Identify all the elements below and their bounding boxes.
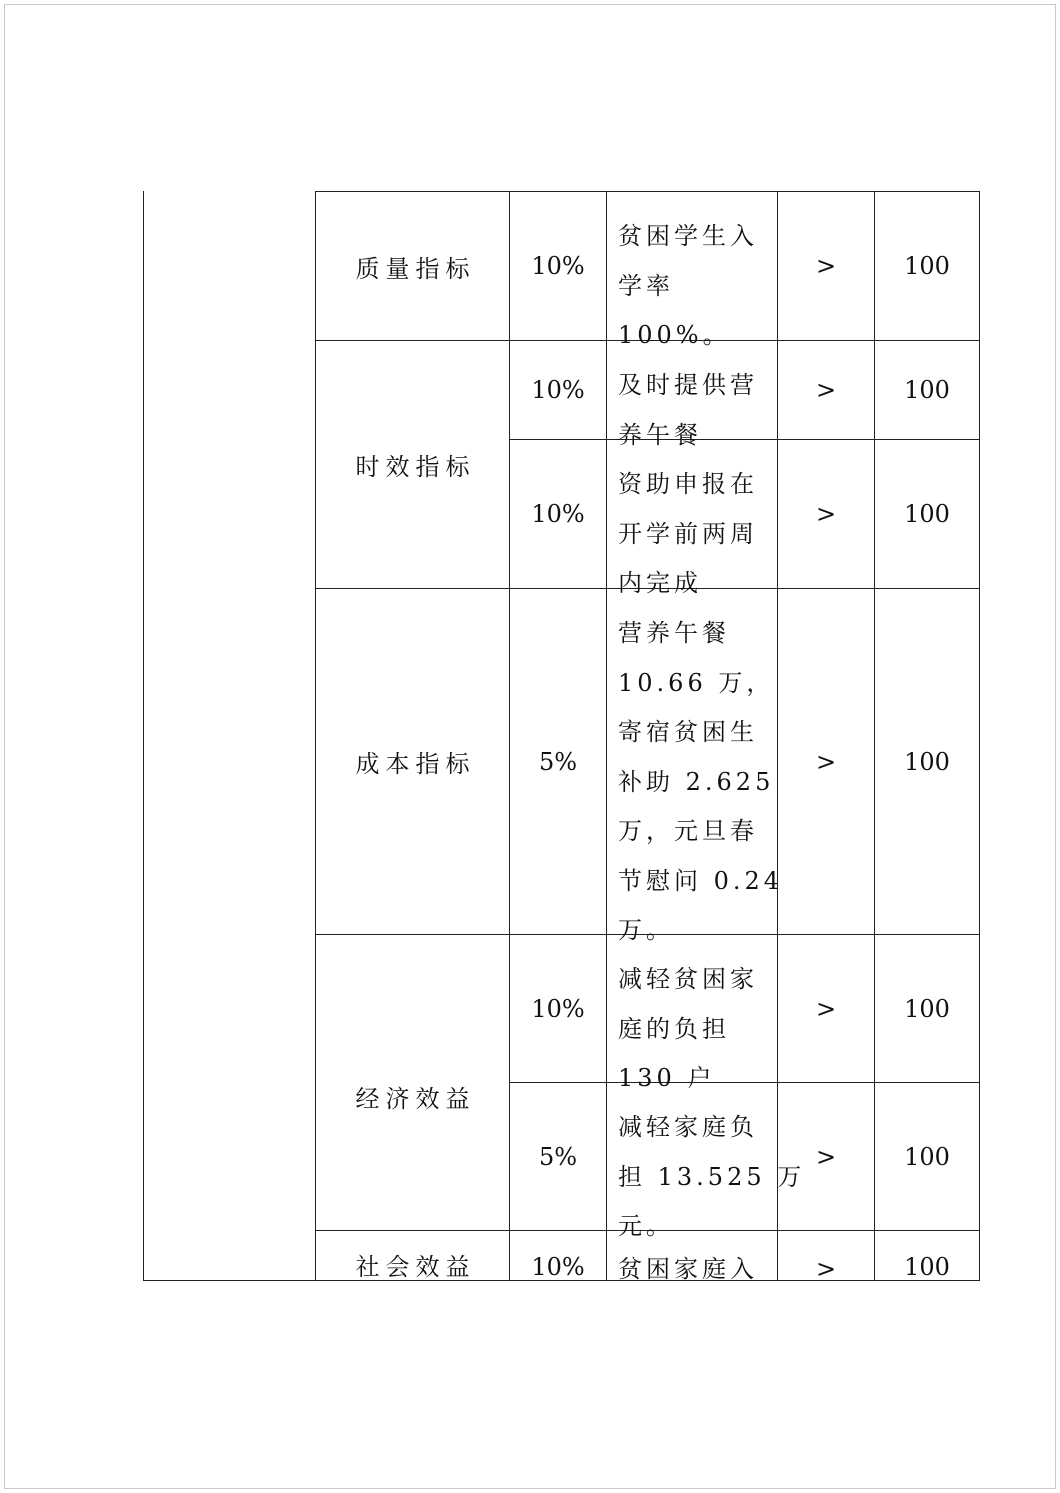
metric-social: 社会效益 <box>355 1253 476 1281</box>
score-cell: 100 <box>904 994 950 1023</box>
score-cell: 100 <box>904 747 950 776</box>
metric-timeliness: 时效指标 <box>355 453 476 481</box>
score-cell: 100 <box>904 1253 950 1281</box>
operator-cell: > <box>815 1142 837 1171</box>
operator-cell: > <box>815 747 837 776</box>
score-cell: 100 <box>904 376 950 404</box>
weight-cell: 10% <box>531 252 585 280</box>
operator-cell: > <box>815 1255 837 1283</box>
description-cell: 资助申报在 开学前两周 内完成 <box>618 470 758 597</box>
score-cell: 100 <box>904 500 950 528</box>
description-cell: 贫困家庭入 <box>618 1255 758 1283</box>
operator-cell: > <box>815 376 837 404</box>
weight-cell: 10% <box>531 376 585 404</box>
weight-cell: 5% <box>538 747 578 776</box>
operator-cell: > <box>815 994 837 1023</box>
operator-cell: > <box>815 252 837 280</box>
weight-cell: 10% <box>531 1253 585 1281</box>
metric-quality: 质量指标 <box>355 254 476 283</box>
weight-cell: 10% <box>531 500 585 528</box>
description-cell: 减轻贫困家 庭的负担 130 户 <box>618 965 758 1092</box>
weight-cell: 10% <box>531 994 585 1023</box>
description-cell: 减轻家庭负 担 13.525 万 元。 <box>618 1113 806 1240</box>
operator-cell: > <box>815 500 837 528</box>
description-cell: 营养午餐 10.66 万， 寄宿贫困生 补助 2.625 万，元旦春 节慰问 0.24 万。 <box>618 619 784 944</box>
metric-cost: 成本指标 <box>355 750 476 778</box>
score-cell: 100 <box>904 252 950 280</box>
description-cell: 及时提供营 养午餐 <box>618 371 758 449</box>
score-cell: 100 <box>904 1142 950 1171</box>
table-border-left <box>143 191 144 1281</box>
description-cell: 贫困学生入 学率 100%。 <box>618 222 758 349</box>
weight-cell: 5% <box>538 1142 578 1171</box>
table-border-right <box>979 191 980 1281</box>
metric-economic: 经济效益 <box>355 1084 476 1113</box>
